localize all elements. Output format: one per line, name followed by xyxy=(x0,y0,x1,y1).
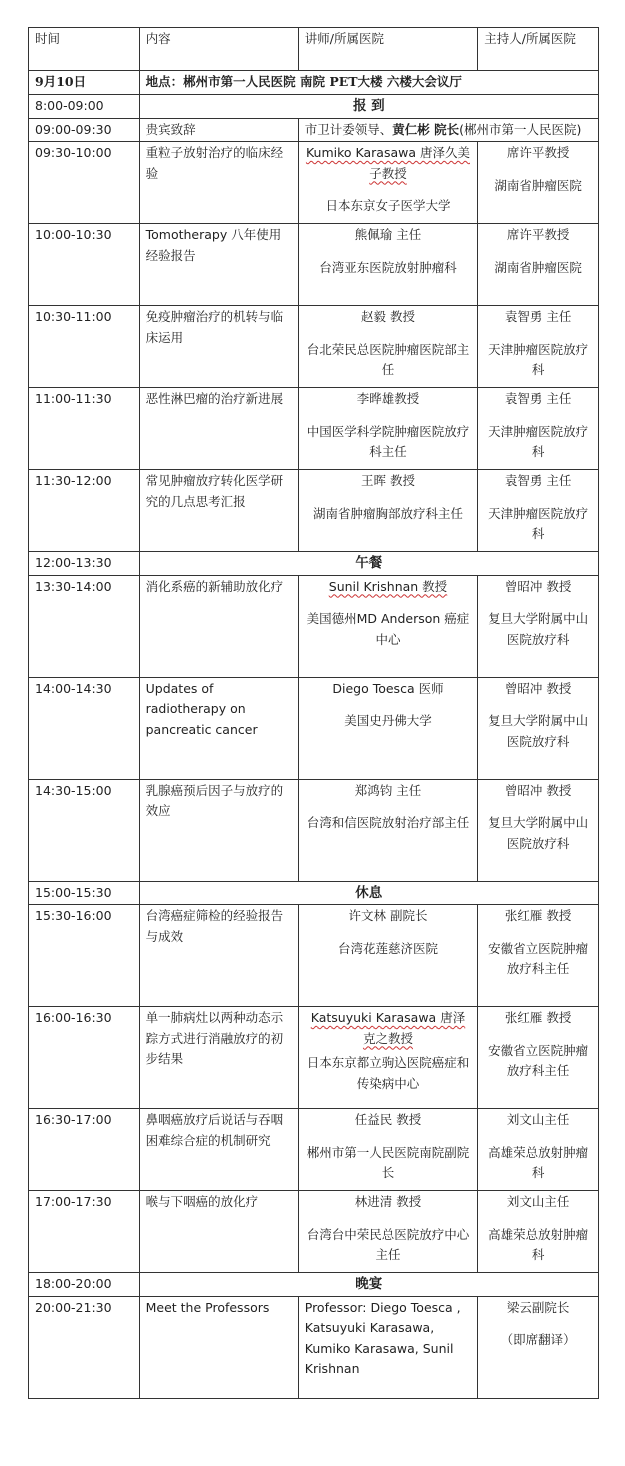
session-content: 恶性淋巴瘤的治疗新进展 xyxy=(139,388,298,470)
speaker-org: 郴州市第一人民医院南院副院长 xyxy=(306,1144,470,1180)
break-time: 15:00-15:30 xyxy=(29,881,140,905)
session-row xyxy=(29,575,599,677)
host-name: 席许平教授 xyxy=(506,227,570,242)
speaker-name: 林进清 教授 xyxy=(354,1194,422,1209)
speaker-cell xyxy=(298,306,477,388)
session-content: 消化系癌的新辅助放化疗 xyxy=(139,575,298,677)
session-row xyxy=(29,142,599,224)
speaker-org: 中国医学科学院肿瘤医院放疗科主任 xyxy=(306,423,470,459)
session-time: 13:30-14:00 xyxy=(29,575,140,677)
speaker-cell xyxy=(298,1191,477,1273)
host-org: 复旦大学附属中山医院放疗科 xyxy=(488,713,589,749)
session-time: 09:00-09:30 xyxy=(29,118,140,142)
day-row xyxy=(29,71,599,95)
speaker-name: 任益民 教授 xyxy=(354,1112,422,1127)
speaker-org: 美国德州MD Anderson 癌症中心 xyxy=(306,611,470,647)
closing-row xyxy=(29,1296,599,1398)
opening-speaker-bold: 黄仁彬 院长 xyxy=(392,121,460,137)
header-content: 内容 xyxy=(139,28,298,71)
session-time: 14:30-15:00 xyxy=(29,779,140,881)
break-row-lunch xyxy=(29,552,599,576)
host-cell xyxy=(478,306,599,388)
host-name: 刘文山主任 xyxy=(506,1194,570,1209)
break-label: 休息 xyxy=(139,881,598,905)
host-org: 天津肿瘤医院放疗科 xyxy=(488,505,589,541)
host-name: 张红雁 教授 xyxy=(504,1010,572,1025)
host-cell xyxy=(478,575,599,677)
host-note: （即席翻译） xyxy=(500,1332,576,1347)
speaker-org: 台湾和信医院放射治疗部主任 xyxy=(306,815,470,830)
session-time: 15:30-16:00 xyxy=(29,905,140,1007)
host-name: 曾昭冲 教授 xyxy=(504,680,572,696)
speaker-cell xyxy=(298,388,477,470)
session-time: 17:00-17:30 xyxy=(29,1191,140,1273)
break-time: 8:00-09:00 xyxy=(29,95,140,119)
host-org: 安徽省立医院肿瘤放疗科主任 xyxy=(488,1042,589,1078)
speaker-org: 台湾花莲慈济医院 xyxy=(337,940,438,956)
opening-row xyxy=(29,118,599,142)
session-time: 10:00-10:30 xyxy=(29,224,140,306)
speaker-cell xyxy=(298,575,477,677)
host-org: 复旦大学附属中山医院放疗科 xyxy=(488,815,589,851)
host-name: 曾昭冲 教授 xyxy=(504,578,572,594)
session-content: 台湾癌症筛检的经验报告与成效 xyxy=(139,905,298,1007)
session-content: 鼻咽癌放疗后说话与吞咽困难综合症的机制研究 xyxy=(139,1109,298,1191)
session-time: 10:30-11:00 xyxy=(29,306,140,388)
speaker-org: 日本东京女子医学大学 xyxy=(325,198,451,213)
break-row-dinner xyxy=(29,1273,599,1297)
session-content: 喉与下咽癌的放化疗 xyxy=(139,1191,298,1273)
break-time: 12:00-13:30 xyxy=(29,552,140,576)
speaker-cell xyxy=(298,142,477,224)
session-time: 11:00-11:30 xyxy=(29,388,140,470)
host-org: 安徽省立医院肿瘤放疗科主任 xyxy=(488,940,589,976)
speaker-org: 湖南省肿瘤胸部放疗科主任 xyxy=(312,505,463,521)
session-content: 单一肺病灶以两种动态示踪方式进行消融放疗的初步结果 xyxy=(139,1007,298,1109)
host-name: 曾昭冲 教授 xyxy=(504,782,572,798)
session-row xyxy=(29,470,599,552)
speaker-org: 美国史丹佛大学 xyxy=(344,713,432,728)
session-row xyxy=(29,1191,599,1273)
speaker-cell xyxy=(298,1007,477,1109)
host-name: 席许平教授 xyxy=(506,145,570,160)
speaker-cell xyxy=(298,677,477,779)
host-cell xyxy=(478,1296,599,1398)
host-name: 袁智勇 主任 xyxy=(504,309,572,324)
header-speaker: 讲师/所属医院 xyxy=(298,28,477,71)
speaker-name: Diego Toesca 医师 xyxy=(332,680,444,696)
session-row xyxy=(29,905,599,1007)
break-time: 18:00-20:00 xyxy=(29,1273,140,1297)
speaker-cell xyxy=(298,779,477,881)
speaker-name: 郑鸿钧 主任 xyxy=(354,782,422,798)
break-row-rest xyxy=(29,881,599,905)
session-content: Tomotherapy 八年使用经验报告 xyxy=(139,224,298,306)
host-cell xyxy=(478,1191,599,1273)
speaker-cell xyxy=(298,224,477,306)
speaker-name: 熊佩瑜 主任 xyxy=(354,227,422,242)
speaker-org: 日本东京都立驹込医院癌症和传染病中心 xyxy=(306,1055,470,1091)
host-cell xyxy=(478,677,599,779)
host-cell xyxy=(478,224,599,306)
host-cell xyxy=(478,1109,599,1191)
speaker-name: Kumiko Karasawa 唐泽久美子教授 xyxy=(305,145,470,181)
session-row xyxy=(29,677,599,779)
host-name: 袁智勇 主任 xyxy=(504,391,572,406)
speaker-org: 台北荣民总医院肿瘤医院部主任 xyxy=(306,341,470,377)
closing-speaker: Professor: Diego Toesca , Katsuyuki Karasawa, Kumiko Karasawa, Sunil Krishnan xyxy=(298,1296,477,1398)
session-content: 贵宾致辞 xyxy=(139,118,298,142)
speaker-name: 王晖 教授 xyxy=(360,473,415,488)
schedule-document xyxy=(28,27,599,1399)
speaker-name: Sunil Krishnan 教授 xyxy=(328,578,448,594)
opening-speaker xyxy=(298,118,598,142)
speaker-org: 台湾台中荣民总医院放疗中心主任 xyxy=(306,1226,470,1262)
host-org: 湖南省肿瘤医院 xyxy=(494,177,582,193)
host-cell xyxy=(478,142,599,224)
header-host: 主持人/所属医院 xyxy=(478,28,599,71)
speaker-cell xyxy=(298,1109,477,1191)
host-org: 高雄荣总放射肿瘤科 xyxy=(488,1226,589,1262)
session-row xyxy=(29,1007,599,1109)
host-name: 梁云副院长 xyxy=(506,1299,570,1315)
speaker-org: 台湾亚东医院放射肿瘤科 xyxy=(319,259,457,275)
session-row xyxy=(29,224,599,306)
session-content: 常见肿瘤放疗转化医学研究的几点思考汇报 xyxy=(139,470,298,552)
session-time: 14:00-14:30 xyxy=(29,677,140,779)
break-label: 报 到 xyxy=(139,95,598,119)
session-row xyxy=(29,779,599,881)
host-org: 天津肿瘤医院放疗科 xyxy=(488,423,589,459)
header-time: 时间 xyxy=(29,28,140,71)
break-row-registration xyxy=(29,95,599,119)
host-cell xyxy=(478,1007,599,1109)
session-content: Updates of radiotherapy on pancreatic cancer xyxy=(139,677,298,779)
host-org: 天津肿瘤医院放疗科 xyxy=(488,341,589,377)
host-org: 复旦大学附属中山医院放疗科 xyxy=(488,611,589,647)
break-label: 晚宴 xyxy=(139,1273,598,1297)
speaker-name: 许文林 副院长 xyxy=(348,908,428,923)
session-row xyxy=(29,306,599,388)
speaker-name: Katsuyuki Karasawa 唐泽克之教授 xyxy=(310,1010,466,1046)
host-name: 袁智勇 主任 xyxy=(504,473,572,488)
header-row xyxy=(29,28,599,71)
host-org: 湖南省肿瘤医院 xyxy=(494,259,582,275)
host-cell xyxy=(478,470,599,552)
session-time: 16:00-16:30 xyxy=(29,1007,140,1109)
opening-speaker-post: (郴州市第一人民医院) xyxy=(459,121,582,137)
day-location: 地点：郴州市第一人民医院 南院 PET大楼 六楼大会议厅 xyxy=(139,71,598,95)
host-name: 张红雁 教授 xyxy=(504,908,572,923)
break-label: 午餐 xyxy=(139,552,598,576)
session-time: 11:30-12:00 xyxy=(29,470,140,552)
host-cell xyxy=(478,905,599,1007)
speaker-name: 李晔雄教授 xyxy=(356,391,420,406)
schedule-table xyxy=(28,27,599,1399)
speaker-cell xyxy=(298,905,477,1007)
speaker-cell xyxy=(298,470,477,552)
session-content: 免疫肿瘤治疗的机转与临床运用 xyxy=(139,306,298,388)
opening-speaker-pre: 市卫计委领导、 xyxy=(304,121,393,137)
host-name: 刘文山主任 xyxy=(506,1112,570,1127)
session-time: 20:00-21:30 xyxy=(29,1296,140,1398)
session-row xyxy=(29,1109,599,1191)
host-cell xyxy=(478,779,599,881)
session-content: Meet the Professors xyxy=(139,1296,298,1398)
session-time: 09:30-10:00 xyxy=(29,142,140,224)
session-row xyxy=(29,388,599,470)
host-org: 高雄荣总放射肿瘤科 xyxy=(488,1144,589,1180)
session-content: 乳腺癌预后因子与放疗的效应 xyxy=(139,779,298,881)
host-cell xyxy=(478,388,599,470)
session-time: 16:30-17:00 xyxy=(29,1109,140,1191)
session-content: 重粒子放射治疗的临床经验 xyxy=(139,142,298,224)
day-date: 9月10日 xyxy=(29,71,140,95)
speaker-name: 赵毅 教授 xyxy=(360,309,415,324)
